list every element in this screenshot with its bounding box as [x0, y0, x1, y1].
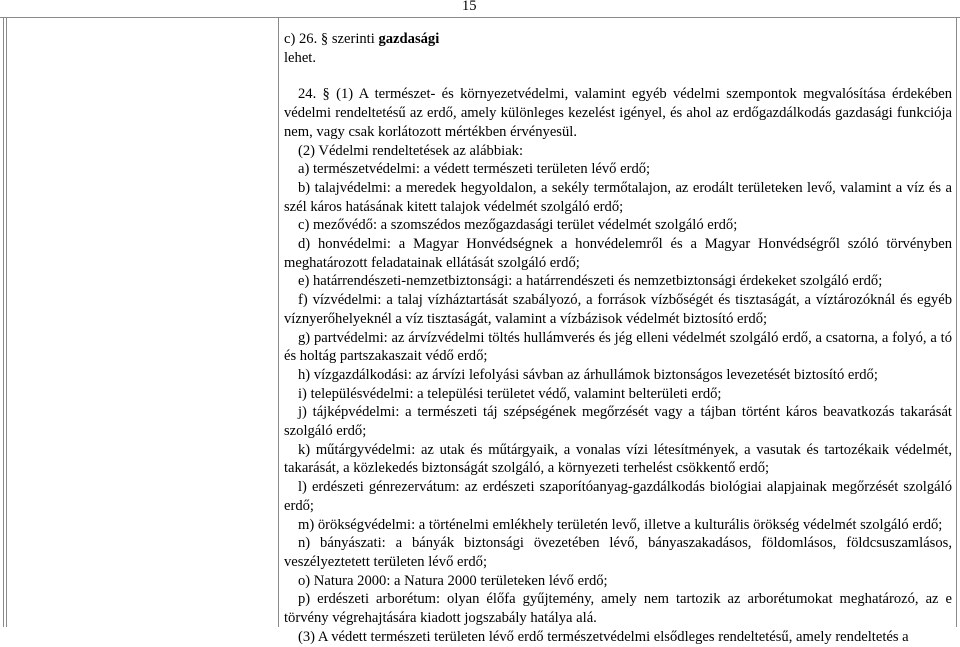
list-item-i: i) településvédelmi: a települési területet védő, valamint belterületi erdő; — [298, 385, 722, 402]
list-item-m: m) örökségvédelmi: a történelmi emlékhely területén levő, illetve a kulturális örökség védelmét szolgáló erdő; — [298, 516, 943, 533]
list-item-l: l) erdészeti génrezervátum: az erdészeti szaporítóanyag-gazdálkodás biológiai alapjainak megőrzését szolgáló erdő; — [284, 479, 952, 514]
list-item-e: e) határrendészeti-nemzetbiztonsági: a határrendészeti és nemzetbiztonsági érdekeket szolgáló erdő; — [298, 273, 883, 290]
intro-bold: gazdasági — [378, 31, 440, 47]
table-left-border-outer — [3, 18, 4, 627]
intro-line — [284, 30, 952, 49]
document-body — [284, 30, 952, 647]
list-item-c: c) mezővédő: a szomszédos mezőgazdasági terület védelmét szolgáló erdő; — [298, 217, 738, 234]
column-divider — [278, 18, 279, 627]
list-item-d: d) honvédelmi: a Magyar Honvédségnek a honvédelemről és a Magyar Honvédségről szóló törvényben meghatározott feladatainak ellátását szolgáló erdő; — [284, 236, 952, 271]
list-item-g: g) partvédelmi: az árvízvédelmi töltés hullámverés és jég elleni védelmét szolgáló erdő, a csatorna, a folyó, a tó és holtág partszakaszait védő erdő; — [284, 329, 952, 365]
table-right-border — [956, 18, 957, 627]
intro-middle: szerinti — [328, 31, 379, 47]
list-item-k: k) műtárgyvédelmi: az utak és műtárgyaik, a vonalas vízi létesítmények, a vasutak és tartozékaik védelmét, takarását, a közlekedés biztonságát szolgáló, a környezeti terhelést csökkentő erdő; — [284, 441, 952, 477]
page-number: 15 — [462, 0, 477, 14]
list-item-j: j) tájképvédelmi: a természeti táj szépségének megőrzését vagy a tájban történt káros beavatkozás takarását szolgáló erdő; — [284, 404, 952, 440]
list-item-n: n) bányászati: a bányák biztonsági övezetében lévő, bányaszakadásos, földomlásos, földcsuszamlásos, veszélyeztetett területen lévő erdő; — [284, 535, 952, 570]
spacer — [284, 67, 952, 85]
paragraph-24-2: (2) Védelmi rendeltetések az alábbiak: — [298, 142, 524, 159]
list-item-b: b) talajvédelmi: a meredek hegyoldalon, a sekély termőtalajon, az erodált területeken levő, valamint a víz és a szél káros hatásának kitett talajok védelmét szolgáló erdő; — [284, 179, 952, 215]
intro-prefix: c) 26. — [284, 31, 321, 47]
intro-line-2: lehet. — [284, 49, 317, 66]
list-item-a: a) természetvédelmi: a védett természeti területen lévő erdő; — [298, 161, 651, 178]
list-item-f: f) vízvédelmi: a talaj vízháztartását szabályozó, a források vízbőségét és tisztaságát, a víztározóknál és egyéb víznyerőhelyeknél a víz tisztaságát, valamint a vízbázisok védelmét biztosító erdő; — [284, 292, 952, 327]
table-left-border-inner — [6, 18, 7, 627]
list-item-p: p) erdészeti arborétum: olyan élőfa gyűjtemény, amely nem tartozik az arborétumokat meghatározó, az e törvény végrehajtására kiadott jogszabály hatálya alá. — [284, 591, 952, 627]
list-item-h: h) vízgazdálkodási: az árvízi lefolyási sávban az árhullámok biztonságos levezetését biztosító erdő; — [298, 366, 878, 383]
list-item-o: o) Natura 2000: a Natura 2000 területeken lévő erdő; — [298, 572, 608, 589]
section-sign: § — [320, 31, 329, 47]
paragraph-24-1: 24. § (1) A természet- és környezetvédelmi, valamint egyéb védelmi szempontok megvalósítása érdekében védelmi rendeltetésű az erdő, amely különleges kezelést igényel, és ahol az erdőgazdálkodás gazdasági funkciója nem, vagy csak korlátozott mértékben érvényesül. — [284, 86, 952, 140]
paragraph-24-3: (3) A védett természeti területen lévő erdő természetvédelmi elsődleges rendeltetésű, amely rendeltetés a — [298, 628, 909, 645]
table-top-border — [0, 17, 960, 18]
